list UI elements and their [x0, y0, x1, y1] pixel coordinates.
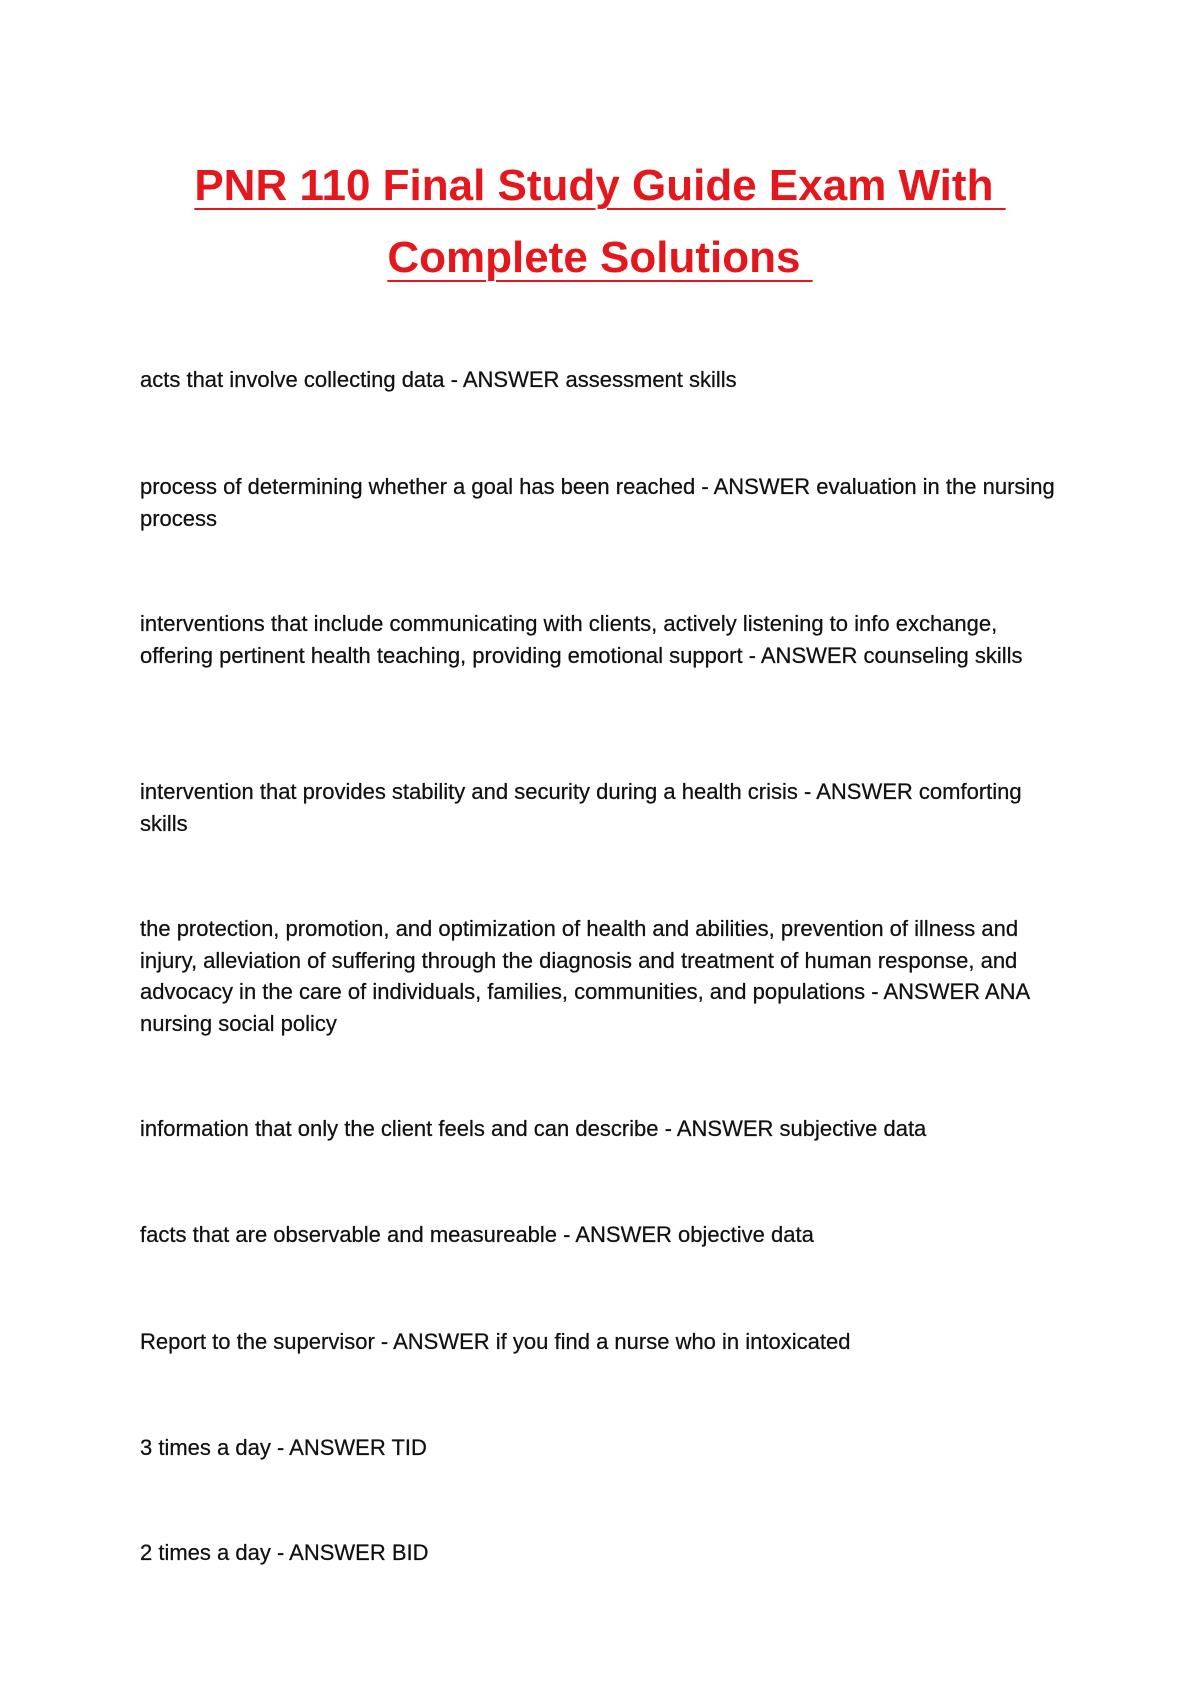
qa-entry-bid: 2 times a day - ANSWER BID [140, 1540, 429, 1565]
qa-entry-evaluation: process of determining whether a goal has been reached - ANSWER evaluation in the nursing process [140, 474, 1055, 531]
title-line-1: PNR 110 Final Study Guide Exam With [194, 161, 1006, 210]
qa-entry-comforting-skills: intervention that provides stability and security during a health crisis - ANSWER comforting skills [140, 779, 1022, 836]
title-line-2: Complete Solutions [387, 233, 813, 282]
document-title [0, 150, 1200, 294]
qa-entry-counseling-skills: interventions that include communicating with clients, actively listening to info exchange, offering pertinent health teaching, providing emotional support - ANSWER counseling skills [140, 611, 1023, 668]
qa-entry-subjective-data: information that only the client feels and can describe - ANSWER subjective data [140, 1116, 927, 1141]
qa-entry-supervisor-report: Report to the supervisor - ANSWER if you find a nurse who in intoxicated [140, 1329, 851, 1354]
qa-entry-tid: 3 times a day - ANSWER TID [140, 1435, 427, 1460]
qa-entry-objective-data: facts that are observable and measureable - ANSWER objective data [140, 1222, 814, 1247]
qa-entry-assessment-skills: acts that involve collecting data - ANSWER assessment skills [140, 367, 737, 392]
qa-entry-ana-social-policy: the protection, promotion, and optimization of health and abilities, prevention of illness and injury, alleviation of suffering through the diagnosis and treatment of human response, and advocacy in the care of individuals, families, communities, and populations - ANSWER ANA nursing social policy [140, 916, 1029, 1036]
